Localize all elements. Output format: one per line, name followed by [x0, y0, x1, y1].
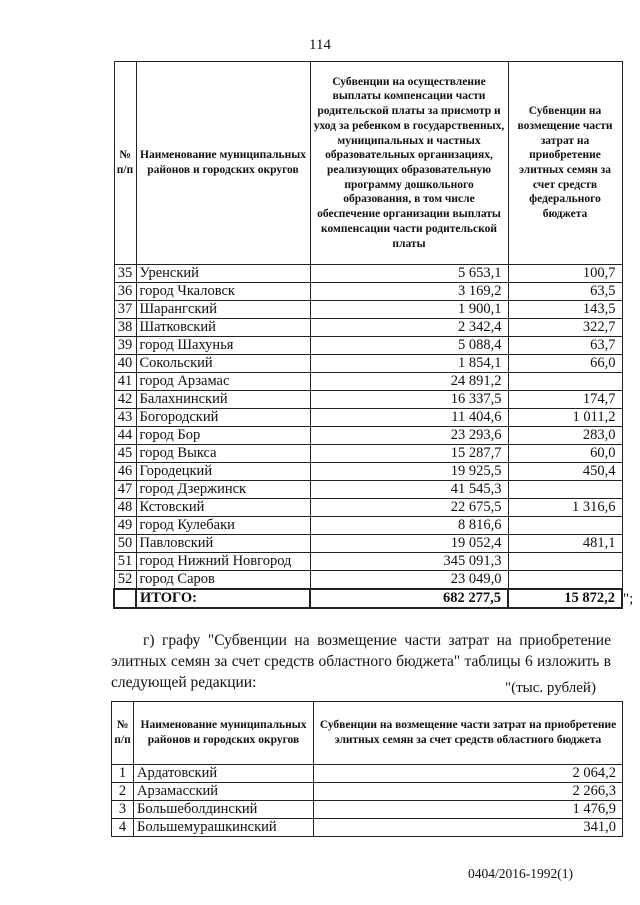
row-number-cell: 42 [114, 391, 136, 409]
column-header-federal-seeds: Субвенции на возмещение части затрат на приобретение элитных семян за счет средств федерального бюджета [508, 62, 622, 265]
municipality-name-cell: Большеболдинский [134, 801, 314, 819]
row-number-cell: 36 [114, 283, 136, 301]
value-cell: 3 169,2 [310, 283, 508, 301]
value-cell: 11 404,6 [310, 409, 508, 427]
amendment-text: г) графу "Субвенции на возмещение части затрат на приобретение элитных семян за счет средств областного бюджета" таблицы 6 изложить в следующей редакции: [111, 632, 611, 691]
municipality-name-cell: Кстовский [136, 499, 310, 517]
table-row [114, 373, 622, 391]
value-cell: 41 545,3 [310, 481, 508, 499]
table-row [114, 301, 622, 319]
total-value-federal-seeds: 15 872,2 [508, 589, 622, 608]
value-cell: 5 088,4 [310, 337, 508, 355]
column-header-compensation: Субвенции на осуществление выплаты компенсации части родительской платы за присмотр и уход за ребенком в государственных, муниципальных и частных образовательных организациях, реализующих образовательную программу дошкольного образования, в том числе обеспечение организации выплаты компенсации части родительской платы [310, 62, 508, 265]
row-number-cell: 2 [112, 783, 134, 801]
municipality-name-cell: Уренский [136, 265, 310, 283]
value-cell: 8 816,6 [310, 517, 508, 535]
municipality-name-cell: город Чкаловск [136, 283, 310, 301]
page-number: 114 [309, 37, 331, 53]
value-cell: 1 900,1 [310, 301, 508, 319]
units-label: "(тыс. рублей) [505, 680, 596, 696]
value-cell: 1 476,9 [314, 801, 623, 819]
municipality-name-cell: город Бор [136, 427, 310, 445]
table-body [114, 265, 622, 590]
municipality-name-cell: Богородский [136, 409, 310, 427]
municipality-name-cell: город Выкса [136, 445, 310, 463]
row-number-cell: 37 [114, 301, 136, 319]
table-row [114, 445, 622, 463]
table-row [114, 409, 622, 427]
table-row [114, 535, 622, 553]
row-number-cell: 45 [114, 445, 136, 463]
municipality-name-cell: Балахнинский [136, 391, 310, 409]
column-header-regional-seeds: Субвенции на возмещение части затрат на приобретение элитных семян за счет средств областного бюджета [314, 702, 623, 765]
value-cell: 174,7 [508, 391, 622, 409]
row-number-cell: 3 [112, 801, 134, 819]
municipality-name-cell: город Дзержинск [136, 481, 310, 499]
value-cell: 450,4 [508, 463, 622, 481]
value-cell: 22 675,5 [310, 499, 508, 517]
value-cell: 19 925,5 [310, 463, 508, 481]
row-number-cell: 49 [114, 517, 136, 535]
table-row [114, 499, 622, 517]
table-row [114, 481, 622, 499]
row-number-cell: 51 [114, 553, 136, 571]
municipality-name-cell: город Кулебаки [136, 517, 310, 535]
total-label: ИТОГО: [136, 589, 310, 608]
table-row [114, 283, 622, 301]
municipality-name-cell: Шатковский [136, 319, 310, 337]
closing-quote: "; [623, 591, 634, 607]
value-cell: 1 011,2 [508, 409, 622, 427]
value-cell [508, 571, 622, 590]
value-cell: 15 287,7 [310, 445, 508, 463]
document-code: 0404/2016-1992(1) [468, 866, 573, 881]
row-number-cell: 4 [112, 819, 134, 837]
table-row [112, 765, 623, 783]
row-number-cell: 38 [114, 319, 136, 337]
value-cell: 341,0 [314, 819, 623, 837]
table-row [112, 801, 623, 819]
municipality-name-cell: Сокольский [136, 355, 310, 373]
table-row [112, 783, 623, 801]
municipality-name-cell: город Шахунья [136, 337, 310, 355]
value-cell: 66,0 [508, 355, 622, 373]
value-cell: 1 316,6 [508, 499, 622, 517]
value-cell: 23 049,0 [310, 571, 508, 590]
municipality-name-cell: Павловский [136, 535, 310, 553]
value-cell: 2 064,2 [314, 765, 623, 783]
value-cell [508, 481, 622, 499]
value-cell: 24 891,2 [310, 373, 508, 391]
value-cell: 5 653,1 [310, 265, 508, 283]
table-row [114, 319, 622, 337]
row-number-cell: 35 [114, 265, 136, 283]
table-row [114, 265, 622, 283]
row-number-cell: 41 [114, 373, 136, 391]
value-cell: 2 266,3 [314, 783, 623, 801]
municipality-name-cell: Арзамасский [134, 783, 314, 801]
value-cell [508, 517, 622, 535]
total-num-cell [114, 589, 136, 608]
municipality-name-cell: Шарангский [136, 301, 310, 319]
row-number-cell: 43 [114, 409, 136, 427]
value-cell: 63,7 [508, 337, 622, 355]
municipality-name-cell: Ардатовский [134, 765, 314, 783]
row-number-cell: 44 [114, 427, 136, 445]
value-cell: 19 052,4 [310, 535, 508, 553]
column-header-name: Наименование муниципальных районов и городских округов [134, 702, 314, 765]
municipality-name-cell: Большемурашкинский [134, 819, 314, 837]
column-header-number: № п/п [114, 62, 136, 265]
table-row [114, 391, 622, 409]
row-number-cell: 52 [114, 571, 136, 590]
value-cell: 2 342,4 [310, 319, 508, 337]
value-cell: 322,7 [508, 319, 622, 337]
subsidies-table-federal [113, 61, 623, 609]
table-row [114, 337, 622, 355]
row-number-cell: 39 [114, 337, 136, 355]
table-row [114, 553, 622, 571]
value-cell: 283,0 [508, 427, 622, 445]
total-row [114, 589, 622, 608]
row-number-cell: 47 [114, 481, 136, 499]
subsidies-table-regional [111, 701, 623, 837]
value-cell: 16 337,5 [310, 391, 508, 409]
municipality-name-cell: город Саров [136, 571, 310, 590]
table-row [114, 355, 622, 373]
column-header-number: № п/п [112, 702, 134, 765]
value-cell: 100,7 [508, 265, 622, 283]
row-number-cell: 1 [112, 765, 134, 783]
value-cell [508, 553, 622, 571]
municipality-name-cell: город Арзамас [136, 373, 310, 391]
table-row [112, 819, 623, 837]
table-row [114, 463, 622, 481]
table-row [114, 571, 622, 590]
municipality-name-cell: город Нижний Новгород [136, 553, 310, 571]
row-number-cell: 48 [114, 499, 136, 517]
value-cell: 481,1 [508, 535, 622, 553]
table-body [112, 765, 623, 837]
row-number-cell: 46 [114, 463, 136, 481]
value-cell [508, 373, 622, 391]
table-row [114, 427, 622, 445]
value-cell: 143,5 [508, 301, 622, 319]
value-cell: 1 854,1 [310, 355, 508, 373]
value-cell: 63,5 [508, 283, 622, 301]
value-cell: 345 091,3 [310, 553, 508, 571]
row-number-cell: 40 [114, 355, 136, 373]
value-cell: 60,0 [508, 445, 622, 463]
row-number-cell: 50 [114, 535, 136, 553]
total-value-compensation: 682 277,5 [310, 589, 508, 608]
table-row [114, 517, 622, 535]
value-cell: 23 293,6 [310, 427, 508, 445]
municipality-name-cell: Городецкий [136, 463, 310, 481]
column-header-name: Наименование муниципальных районов и городских округов [136, 62, 310, 265]
